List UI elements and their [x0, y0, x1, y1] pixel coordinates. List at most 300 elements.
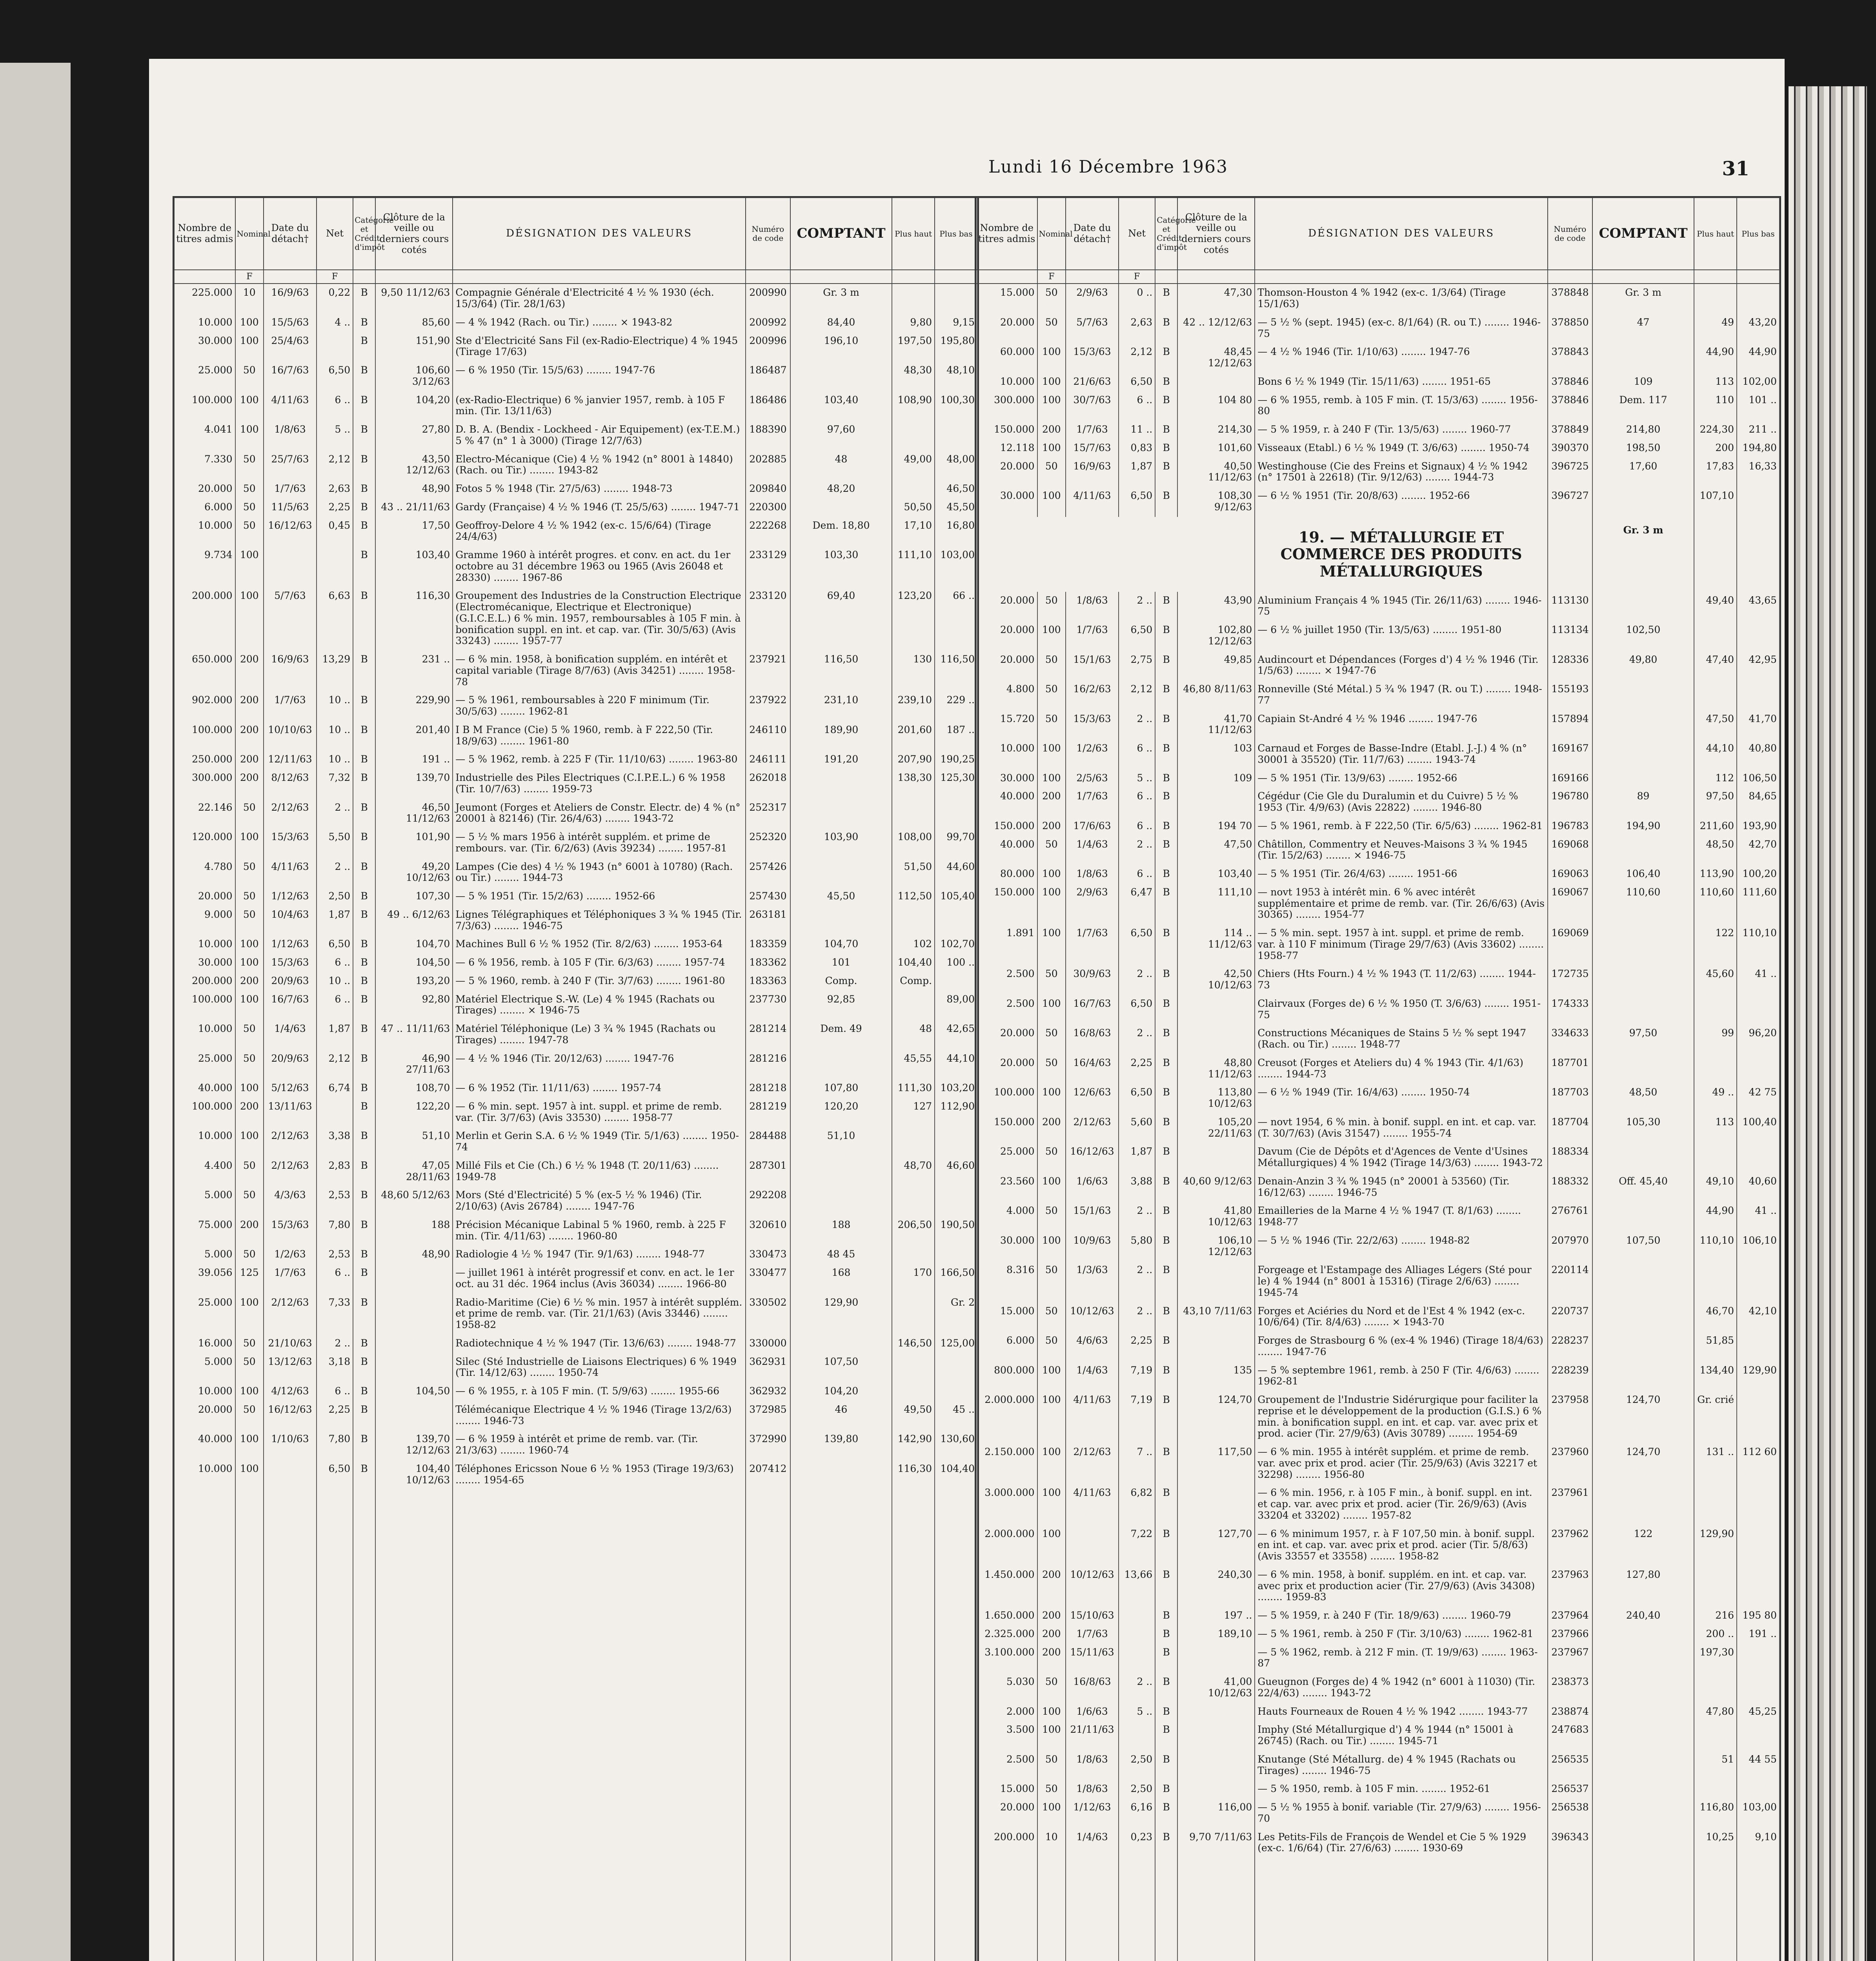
- table-row: [174, 1460, 977, 1490]
- plus-haut-cell: 113,90: [1694, 865, 1737, 884]
- net-cell: 2,53: [317, 1246, 353, 1264]
- code-cell: 209840: [746, 480, 790, 498]
- col-plus-bas: Plus bas: [935, 198, 977, 270]
- category-cell: B: [353, 858, 375, 888]
- code-cell: 257426: [746, 858, 790, 888]
- date-cell: 16/7/63: [264, 991, 317, 1021]
- date-cell: 25/4/63: [264, 332, 317, 362]
- plus-bas-cell: [1737, 487, 1780, 517]
- date-cell: 10/4/63: [264, 906, 317, 936]
- designation-cell: Chiers (Hts Fourn.) 4 ½ % 1943 (T. 11/2/63) ........ 1944-73: [1255, 965, 1548, 995]
- nombre-cell: 2.325.000: [976, 1625, 1037, 1644]
- date-cell: [264, 546, 317, 587]
- comptant-cell: 104,20: [790, 1383, 892, 1401]
- nombre-cell: 5.000: [174, 1186, 235, 1216]
- net-cell: 2,83: [317, 1157, 353, 1187]
- table-row: [174, 480, 977, 498]
- comptant-cell: Gr. 3 m: [790, 284, 892, 314]
- net-cell: 6 ..: [1119, 788, 1155, 817]
- net-cell: 11 ..: [1119, 421, 1155, 439]
- net-cell: 6 ..: [1119, 865, 1155, 884]
- date-cell: 4/11/63: [264, 858, 317, 888]
- net-cell: 6,50: [317, 362, 353, 391]
- nombre-cell: 10.000: [174, 935, 235, 954]
- plus-bas-cell: [935, 972, 977, 991]
- net-cell: 6,50: [1119, 995, 1155, 1025]
- code-cell: 292208: [746, 1186, 790, 1216]
- nominal-cell: 50: [1037, 592, 1066, 622]
- table-row: [976, 1484, 1780, 1525]
- col-categorie: Catégorie et Crédit d'impôt: [353, 198, 375, 270]
- plus-bas-cell: 45,50: [935, 498, 977, 517]
- category-cell: B: [1155, 391, 1177, 421]
- net-unit: F: [317, 270, 353, 284]
- code-cell: 220737: [1548, 1302, 1592, 1332]
- nominal-cell: 50: [235, 1186, 264, 1216]
- cloture-cell: 42,50 10/12/63: [1177, 965, 1255, 995]
- nombre-cell: 6.000: [976, 1332, 1037, 1362]
- comptant-cell: [790, 769, 892, 799]
- designation-cell: I B M France (Cie) 5 % 1960, remb. à F 222,50 (Tir. 18/9/63) ........ 1961-80: [453, 721, 746, 751]
- category-cell: B: [353, 1353, 375, 1383]
- date-cell: 15/3/63: [264, 828, 317, 858]
- code-cell: 169167: [1548, 740, 1592, 769]
- category-cell: B: [1155, 965, 1177, 995]
- date-cell: 16/12/63: [264, 1401, 317, 1431]
- cloture-cell: 229,90: [375, 691, 453, 721]
- net-cell: 2,25: [1119, 1054, 1155, 1084]
- plus-bas-cell: 41 ..: [1737, 965, 1780, 995]
- designation-cell: Forges de Strasbourg 6 % (ex-4 % 1946) (Tirage 18/4/63) ........ 1947-76: [1255, 1332, 1548, 1362]
- col-nominal: Nominal: [1037, 198, 1066, 270]
- code-cell: 169069: [1548, 924, 1592, 965]
- table-row: [976, 1113, 1780, 1143]
- cloture-cell: 46,80 8/11/63: [1177, 680, 1255, 710]
- table-row: [174, 391, 977, 421]
- plus-haut-cell: [892, 1294, 935, 1335]
- date-cell: 2/9/63: [1066, 884, 1119, 924]
- nominal-cell: 50: [235, 858, 264, 888]
- plus-haut-cell: [892, 991, 935, 1021]
- section-title: 19. — MÉTALLURGIE ET COMMERCE DES PRODUITS MÉTALLURGIQUES: [1255, 517, 1548, 592]
- code-cell: 281214: [746, 1020, 790, 1050]
- nominal-cell: 50: [1037, 1673, 1066, 1703]
- table-row: [174, 972, 977, 991]
- category-cell: B: [353, 828, 375, 858]
- category-cell: B: [1155, 1644, 1177, 1674]
- net-cell: [317, 1098, 353, 1128]
- plus-haut-cell: 49,40: [1694, 592, 1737, 622]
- plus-haut-cell: 17,10: [892, 517, 935, 547]
- plus-bas-cell: 42,95: [1737, 651, 1780, 681]
- category-cell: B: [353, 314, 375, 332]
- net-cell: 2,63: [1119, 314, 1155, 344]
- plus-haut-cell: 113: [1694, 373, 1737, 391]
- cloture-cell: [1177, 1751, 1255, 1781]
- plus-bas-cell: 110,10: [1737, 924, 1780, 965]
- designation-cell: — 5 % 1962, remb. à 212 F min. (T. 19/9/63) ........ 1963-87: [1255, 1644, 1548, 1674]
- plus-haut-cell: 49,00: [892, 451, 935, 480]
- comptant-cell: [790, 1460, 892, 1490]
- nominal-cell: 100: [1037, 391, 1066, 421]
- cloture-cell: 116,30: [375, 587, 453, 651]
- table-row: [976, 884, 1780, 924]
- comptant-cell: [1592, 1054, 1694, 1084]
- plus-haut-cell: 146,50: [892, 1335, 935, 1353]
- plus-bas-cell: 40,80: [1737, 740, 1780, 769]
- date-cell: 2/12/63: [264, 1157, 317, 1187]
- category-cell: B: [1155, 1202, 1177, 1232]
- category-cell: B: [1155, 1828, 1177, 1858]
- plus-bas-cell: 102,00: [1737, 373, 1780, 391]
- plus-bas-cell: 45,25: [1737, 1703, 1780, 1721]
- plus-haut-cell: [1694, 1721, 1737, 1751]
- table-row: [976, 817, 1780, 836]
- cloture-cell: 151,90: [375, 332, 453, 362]
- plus-bas-cell: 42,70: [1737, 836, 1780, 866]
- plus-haut-cell: 99: [1694, 1024, 1737, 1054]
- comptant-cell: 97,60: [790, 421, 892, 451]
- date-cell: 16/2/63: [1066, 680, 1119, 710]
- nombre-cell: 9.000: [174, 906, 235, 936]
- designation-cell: Châtillon, Commentry et Neuves-Maisons 3 ¾ % 1945 (Tir. 15/2/63) ........ × 1946-75: [1255, 836, 1548, 866]
- net-cell: 0 ..: [1119, 284, 1155, 314]
- designation-cell: — novt 1954, 6 % min. à bonif. suppl. en int. et cap. var. (T. 30/7/63) (Avis 31547) ........ 1955-74: [1255, 1113, 1548, 1143]
- nombre-cell: 3.000.000: [976, 1484, 1037, 1525]
- date-cell: 5/12/63: [264, 1079, 317, 1098]
- date-cell: 15/5/63: [264, 314, 317, 332]
- nominal-cell: 50: [235, 1401, 264, 1431]
- col-comptant: COMPTANT: [1592, 198, 1694, 270]
- cloture-cell: 105,20 22/11/63: [1177, 1113, 1255, 1143]
- col-categorie: Catégorie et Crédit d'impôt: [1155, 198, 1177, 270]
- designation-cell: Groupement de l'Industrie Sidérurgique pour faciliter la reprise et le développement de la production (G.I.S.) 6 % min. à bonification suppl. en int. et cap. var. avec prix et prod. acier (Tir. 27/9/63) (Avis 30789) ........ 1954-69: [1255, 1391, 1548, 1443]
- comptant-cell: [1592, 592, 1694, 622]
- nominal-cell: 200: [235, 1098, 264, 1128]
- plus-haut-cell: 48,50: [1694, 836, 1737, 866]
- plus-haut-cell: 46,70: [1694, 1302, 1737, 1332]
- designation-cell: Radiotechnique 4 ½ % 1947 (Tir. 13/6/63) ........ 1948-77: [453, 1335, 746, 1353]
- designation-cell: — 5 % 1951 (Tir. 13/9/63) ........ 1952-66: [1255, 769, 1548, 788]
- code-cell: 187704: [1548, 1113, 1592, 1143]
- table-row: [174, 991, 977, 1021]
- comptant-cell: 48,50: [1592, 1084, 1694, 1113]
- table-row: [174, 517, 977, 547]
- plus-haut-cell: 47,40: [1694, 651, 1737, 681]
- net-cell: 5 ..: [1119, 769, 1155, 788]
- table-row: [976, 1566, 1780, 1607]
- code-cell: 362931: [746, 1353, 790, 1383]
- designation-cell: Industrielle des Piles Electriques (C.I.P.E.L.) 6 % 1958 (Tir. 10/7/63) ........ 1959-73: [453, 769, 746, 799]
- designation-cell: — 5 % 1960, remb. à 240 F (Tir. 3/7/63) ........ 1961-80: [453, 972, 746, 991]
- comptant-cell: 129,90: [790, 1294, 892, 1335]
- date-cell: 20/9/63: [264, 972, 317, 991]
- nominal-cell: 50: [1037, 1332, 1066, 1362]
- plus-haut-cell: [892, 1353, 935, 1383]
- nominal-cell: 100: [1037, 1084, 1066, 1113]
- net-cell: 3,88: [1119, 1173, 1155, 1202]
- plus-bas-cell: [935, 1186, 977, 1216]
- code-cell: 188334: [1548, 1143, 1592, 1173]
- plus-haut-cell: 112,50: [892, 888, 935, 906]
- designation-cell: Capiain St-André 4 ½ % 1946 ........ 1947-76: [1255, 710, 1548, 740]
- col-comptant: COMPTANT: [790, 198, 892, 270]
- cloture-cell: 101,90: [375, 828, 453, 858]
- code-cell: 284488: [746, 1127, 790, 1157]
- nombre-cell: 902.000: [174, 691, 235, 721]
- nombre-cell: 30.000: [174, 954, 235, 972]
- net-cell: 2 ..: [1119, 1673, 1155, 1703]
- code-cell: 390370: [1548, 439, 1592, 458]
- cloture-cell: 106,60 3/12/63: [375, 362, 453, 391]
- date-cell: 16/7/63: [264, 362, 317, 391]
- table-row: [174, 1335, 977, 1353]
- plus-bas-cell: [1737, 995, 1780, 1025]
- code-cell: 200990: [746, 284, 790, 314]
- plus-haut-cell: [1694, 1673, 1737, 1703]
- comptant-cell: 46: [790, 1401, 892, 1431]
- category-cell: B: [1155, 439, 1177, 458]
- nombre-cell: 20.000: [976, 458, 1037, 488]
- col-nombre: Nombre de titres admis: [174, 198, 235, 270]
- nominal-cell: 50: [235, 1020, 264, 1050]
- code-cell: 183362: [746, 954, 790, 972]
- cloture-cell: 109: [1177, 769, 1255, 788]
- nominal-cell: 50: [1037, 1202, 1066, 1232]
- nominal-cell: 100: [1037, 1362, 1066, 1392]
- net-cell: 0,22: [317, 284, 353, 314]
- comptant-cell: Off. 45,40: [1592, 1173, 1694, 1202]
- nombre-cell: 200.000: [976, 1828, 1037, 1858]
- cloture-cell: 47,50: [1177, 836, 1255, 866]
- nominal-cell: 100: [1037, 884, 1066, 924]
- nombre-cell: 1.891: [976, 924, 1037, 965]
- plus-haut-cell: 48: [892, 1020, 935, 1050]
- net-cell: 0,45: [317, 517, 353, 547]
- plus-haut-cell: [1694, 1143, 1737, 1173]
- nombre-cell: 80.000: [976, 865, 1037, 884]
- nominal-cell: 100: [1037, 740, 1066, 769]
- code-cell: 187703: [1548, 1084, 1592, 1113]
- nominal-cell: 100: [1037, 373, 1066, 391]
- designation-cell: Visseaux (Etabl.) 6 ½ % 1949 (T. 3/6/63) ........ 1950-74: [1255, 439, 1548, 458]
- section-block: [976, 517, 1780, 592]
- table-row: [976, 1232, 1780, 1262]
- cloture-cell: 139,70 12/12/63: [375, 1430, 453, 1460]
- previous-page-edge: [0, 63, 71, 1961]
- cloture-cell: 43,10 7/11/63: [1177, 1302, 1255, 1332]
- table-row: [174, 1216, 977, 1246]
- designation-cell: Gueugnon (Forges de) 4 % 1942 (n° 6001 à 11030) (Tir. 22/4/63) ........ 1943-72: [1255, 1673, 1548, 1703]
- nombre-cell: 4.000: [976, 1202, 1037, 1232]
- plus-bas-cell: 194,80: [1737, 439, 1780, 458]
- date-cell: 1/7/63: [264, 1264, 317, 1294]
- nominal-cell: 100: [1037, 865, 1066, 884]
- plus-haut-cell: 206,50: [892, 1216, 935, 1246]
- nombre-cell: 2.000.000: [976, 1525, 1037, 1566]
- category-cell: B: [1155, 788, 1177, 817]
- plus-bas-cell: [1737, 1566, 1780, 1607]
- category-cell: B: [1155, 1703, 1177, 1721]
- date-cell: 2/12/63: [264, 799, 317, 829]
- nominal-cell: 50: [235, 1353, 264, 1383]
- plus-haut-cell: Comp.: [892, 972, 935, 991]
- date-cell: 16/7/63: [1066, 995, 1119, 1025]
- plus-bas-cell: 96,20: [1737, 1024, 1780, 1054]
- cloture-cell: 46,90 27/11/63: [375, 1050, 453, 1080]
- code-cell: 257430: [746, 888, 790, 906]
- net-cell: 2 ..: [317, 799, 353, 829]
- category-cell: B: [1155, 865, 1177, 884]
- comptant-cell: [790, 1335, 892, 1353]
- net-cell: 2,25: [317, 1401, 353, 1431]
- cloture-cell: 43 .. 21/11/63: [375, 498, 453, 517]
- code-cell: 196780: [1548, 788, 1592, 817]
- code-cell: 220300: [746, 498, 790, 517]
- plus-haut-cell: [892, 480, 935, 498]
- code-cell: 220114: [1548, 1261, 1592, 1302]
- plus-bas-cell: 40,60: [1737, 1173, 1780, 1202]
- code-cell: 372985: [746, 1401, 790, 1431]
- comptant-cell: 139,80: [790, 1430, 892, 1460]
- date-cell: 5/7/63: [1066, 314, 1119, 344]
- plus-haut-cell: [1694, 680, 1737, 710]
- plus-haut-cell: 200: [1694, 439, 1737, 458]
- comptant-cell: Dem. 18,80: [790, 517, 892, 547]
- plus-haut-cell: 127: [892, 1098, 935, 1128]
- plus-haut-cell: [892, 799, 935, 829]
- cloture-cell: 40,50 11/12/63: [1177, 458, 1255, 488]
- table-row: [174, 332, 977, 362]
- table-row: [976, 924, 1780, 965]
- nombre-cell: 2.000: [976, 1703, 1037, 1721]
- nombre-cell: 1.650.000: [976, 1607, 1037, 1625]
- plus-bas-cell: 16,80: [935, 517, 977, 547]
- date-cell: 1/7/63: [1066, 621, 1119, 651]
- table-row: [976, 1607, 1780, 1625]
- net-cell: 2 ..: [317, 1335, 353, 1353]
- net-cell: 5 ..: [317, 421, 353, 451]
- left-table-body: [174, 284, 977, 1961]
- table-row: [976, 1751, 1780, 1781]
- plus-haut-cell: 47,80: [1694, 1703, 1737, 1721]
- nominal-cell: 100: [1037, 1799, 1066, 1828]
- date-cell: 1/2/63: [1066, 740, 1119, 769]
- cloture-cell: 49,85: [1177, 651, 1255, 681]
- nominal-cell: 50: [1037, 1143, 1066, 1173]
- comptant-cell: 51,10: [790, 1127, 892, 1157]
- table-row: [174, 314, 977, 332]
- nombre-cell: 10.000: [174, 1383, 235, 1401]
- comptant-cell: 92,85: [790, 991, 892, 1021]
- net-cell: [1119, 1625, 1155, 1644]
- designation-cell: — 6 ½ % juillet 1950 (Tir. 13/5/63) ........ 1951-80: [1255, 621, 1548, 651]
- code-cell: 174333: [1548, 995, 1592, 1025]
- category-cell: B: [353, 691, 375, 721]
- nominal-cell: 100: [235, 1127, 264, 1157]
- cloture-cell: 9,50 11/12/63: [375, 284, 453, 314]
- date-cell: 4/6/63: [1066, 1332, 1119, 1362]
- comptant-cell: Dem. 117: [1592, 391, 1694, 421]
- plus-bas-cell: [1737, 1332, 1780, 1362]
- nombre-cell: 6.000: [174, 498, 235, 517]
- comptant-cell: [1592, 343, 1694, 373]
- plus-haut-cell: 111,10: [892, 546, 935, 587]
- plus-haut-cell: 51: [1694, 1751, 1737, 1781]
- plus-haut-cell: 49,50: [892, 1401, 935, 1431]
- comptant-cell: Dem. 49: [790, 1020, 892, 1050]
- plus-haut-cell: 108,00: [892, 828, 935, 858]
- nombre-cell: 20.000: [976, 651, 1037, 681]
- table-row: [976, 1644, 1780, 1674]
- net-cell: 2,12: [317, 451, 353, 480]
- net-cell: [1119, 1721, 1155, 1751]
- table-row: [174, 799, 977, 829]
- plus-bas-cell: 125,00: [935, 1335, 977, 1353]
- category-cell: B: [1155, 458, 1177, 488]
- plus-haut-cell: 110: [1694, 391, 1737, 421]
- category-cell: B: [1155, 1625, 1177, 1644]
- net-cell: 0,23: [1119, 1828, 1155, 1858]
- category-cell: B: [1155, 343, 1177, 373]
- category-cell: B: [1155, 1113, 1177, 1143]
- net-cell: 6 ..: [317, 391, 353, 421]
- designation-cell: Lampes (Cie des) 4 ½ % 1943 (n° 6001 à 10780) (Rach. ou Tir.) ........ 1944-73: [453, 858, 746, 888]
- plus-bas-cell: 44,10: [935, 1050, 977, 1080]
- date-cell: 8/12/63: [264, 769, 317, 799]
- nominal-cell: 200: [1037, 1566, 1066, 1607]
- code-cell: 183359: [746, 935, 790, 954]
- code-cell: 362932: [746, 1383, 790, 1401]
- section-group: Gr. 3 m: [1592, 517, 1694, 592]
- table-row: [976, 439, 1780, 458]
- comptant-cell: 69,40: [790, 587, 892, 651]
- col-designation: DÉSIGNATION DES VALEURS: [1255, 198, 1548, 270]
- nominal-cell: 50: [235, 517, 264, 547]
- category-cell: B: [353, 888, 375, 906]
- comptant-cell: 214,80: [1592, 421, 1694, 439]
- code-cell: 287301: [746, 1157, 790, 1187]
- designation-cell: — 6 % min. 1955 à intérêt supplém. et prime de remb. var. avec prix et prod. acier (Tir. 25/9/63) (Avis 32217 et 32298) ........ 1956-80: [1255, 1443, 1548, 1484]
- comptant-cell: 48,20: [790, 480, 892, 498]
- category-cell: B: [1155, 1261, 1177, 1302]
- net-cell: 2 ..: [1119, 1202, 1155, 1232]
- cloture-cell: 197 ..: [1177, 1607, 1255, 1625]
- category-cell: B: [353, 480, 375, 498]
- nombre-cell: 10.000: [174, 1020, 235, 1050]
- plus-haut-cell: 110,60: [1694, 884, 1737, 924]
- cloture-cell: 43,50 12/12/63: [375, 451, 453, 480]
- plus-bas-cell: [935, 421, 977, 451]
- net-cell: 4 ..: [317, 314, 353, 332]
- net-cell: 2 ..: [1119, 1024, 1155, 1054]
- table-row: [976, 1202, 1780, 1232]
- comptant-cell: 48 45: [790, 1246, 892, 1264]
- designation-cell: Gramme 1960 à intérêt progres. et conv. en act. du 1er octobre au 31 décembre 1963 ou 1965 (Avis 26048 et 28330) ........ 1967-86: [453, 546, 746, 587]
- date-cell: 16/9/63: [264, 651, 317, 691]
- nombre-cell: 3.100.000: [976, 1644, 1037, 1674]
- date-cell: 1/6/63: [1066, 1703, 1119, 1721]
- date-cell: 1/12/63: [264, 888, 317, 906]
- plus-haut-cell: Gr. crié: [1694, 1391, 1737, 1443]
- cloture-cell: [375, 1264, 453, 1294]
- date-cell: 1/4/63: [1066, 836, 1119, 866]
- plus-haut-cell: 216: [1694, 1607, 1737, 1625]
- category-cell: B: [353, 1020, 375, 1050]
- nombre-cell: 100.000: [174, 991, 235, 1021]
- net-cell: 6,74: [317, 1079, 353, 1098]
- designation-cell: — 6 % 1950 (Tir. 15/5/63) ........ 1947-76: [453, 362, 746, 391]
